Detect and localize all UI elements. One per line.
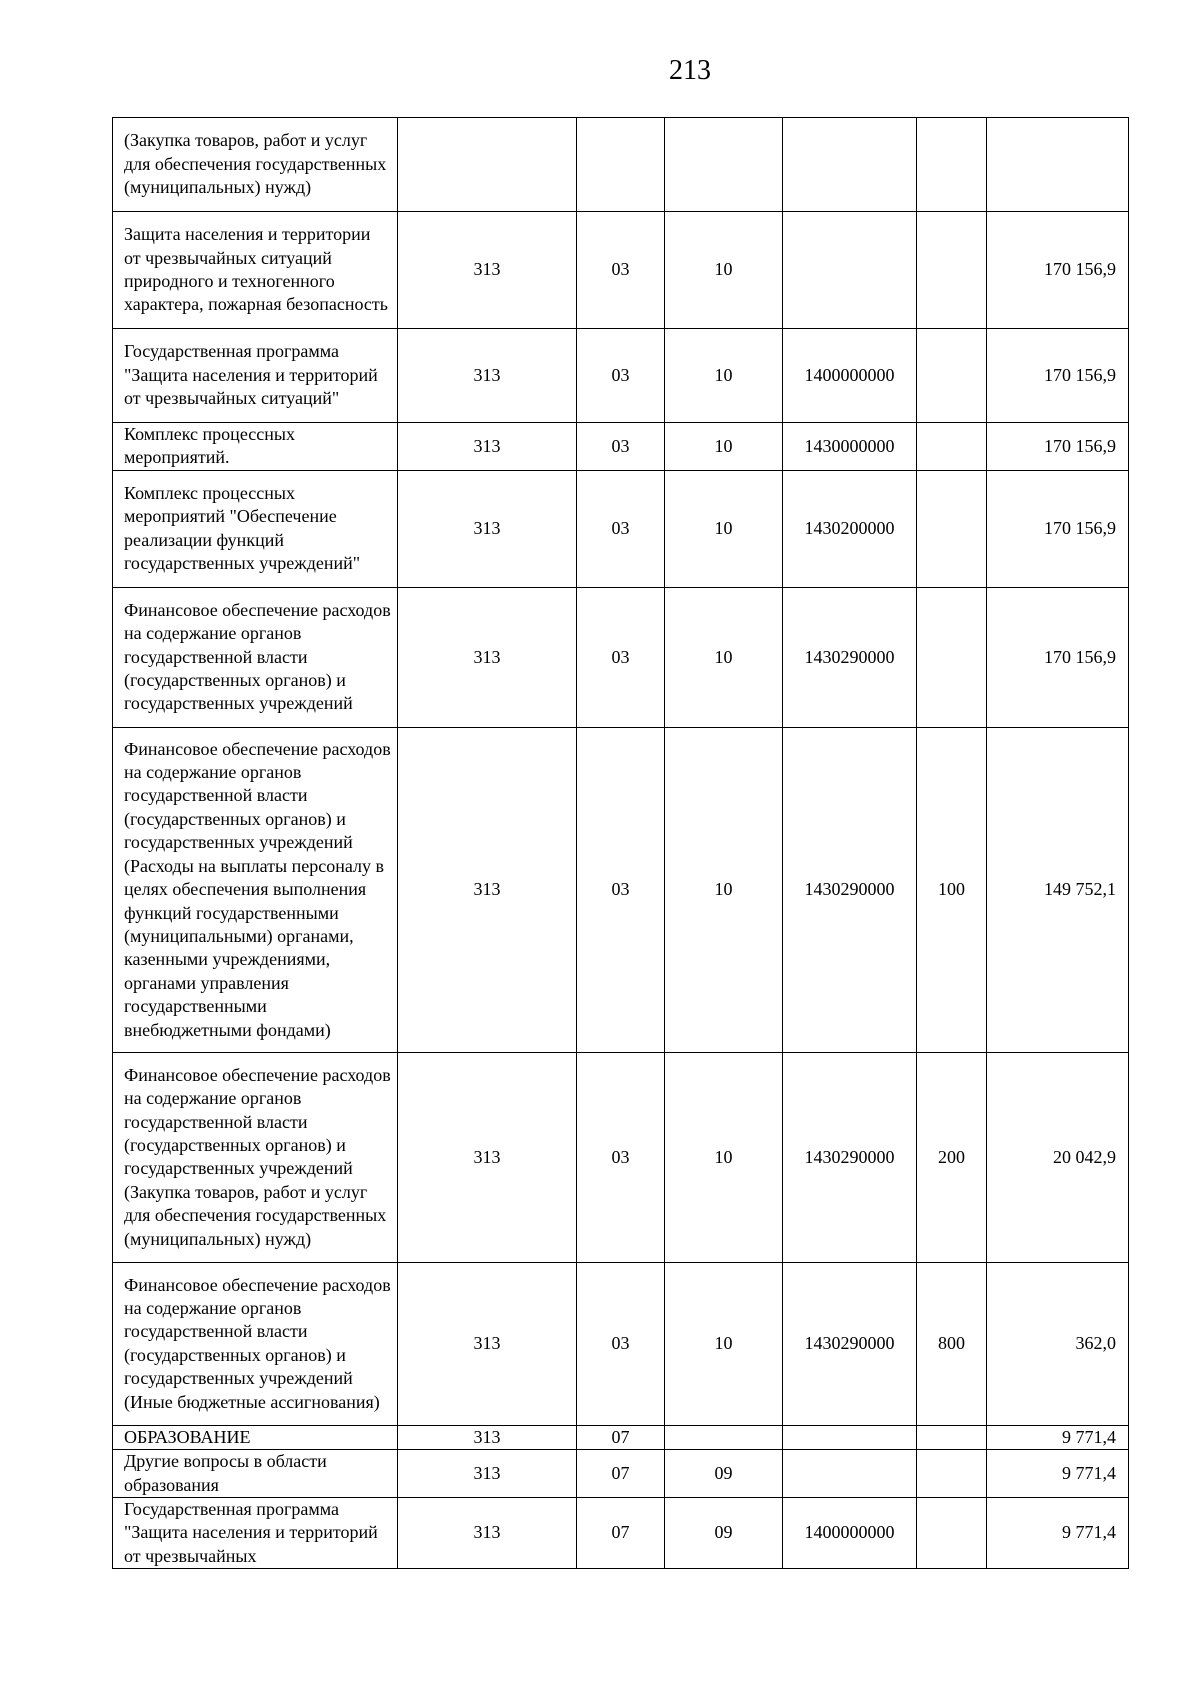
cell-subsection: 10 [665,470,783,587]
cell-description: Комплекс процессных мероприятий. [113,423,398,471]
cell-amount: 362,0 [987,1262,1129,1425]
cell-expense-type [917,329,987,423]
cell-expense-type [917,587,987,727]
cell-expense-type: 800 [917,1262,987,1425]
cell-subsection: 10 [665,423,783,471]
cell-expense-type: 100 [917,727,987,1052]
cell-subsection [665,1425,783,1449]
budget-table-body [113,118,1129,1569]
table-row [113,587,1129,727]
cell-ved: 313 [398,587,577,727]
cell-section: 03 [577,470,665,587]
cell-ved [398,118,577,212]
cell-target-article [783,1450,917,1498]
cell-amount: 170 156,9 [987,587,1129,727]
cell-target-article: 1430000000 [783,423,917,471]
cell-ved: 313 [398,1450,577,1498]
cell-description: ОБРАЗОВАНИЕ [113,1425,398,1449]
cell-section: 03 [577,587,665,727]
cell-ved: 313 [398,329,577,423]
table-row [113,118,1129,212]
cell-section: 03 [577,1262,665,1425]
page-number: 213 [669,55,711,86]
cell-amount: 9 771,4 [987,1450,1129,1498]
cell-description: Финансовое обеспечение расходов на содержание органов государственной власти (государственных органов) и государственных учреждений (Иные бюджетные ассигнования) [113,1262,398,1425]
cell-section: 03 [577,329,665,423]
cell-ved: 313 [398,727,577,1052]
table-row [113,1262,1129,1425]
table-row [113,1450,1129,1498]
cell-description: Государственная программа "Защита населения и территорий от чрезвычайных [113,1498,398,1569]
cell-expense-type [917,470,987,587]
cell-ved: 313 [398,212,577,329]
cell-subsection: 10 [665,727,783,1052]
cell-subsection: 10 [665,329,783,423]
cell-expense-type: 200 [917,1052,987,1262]
table-row [113,1498,1129,1569]
table-row [113,423,1129,471]
table-row [113,329,1129,423]
cell-target-article: 1430290000 [783,1262,917,1425]
table-row [113,470,1129,587]
cell-ved: 313 [398,1052,577,1262]
cell-description: Другие вопросы в области образования [113,1450,398,1498]
cell-amount: 170 156,9 [987,212,1129,329]
cell-target-article [783,212,917,329]
cell-target-article [783,1425,917,1449]
cell-description: Государственная программа "Защита населения и территорий от чрезвычайных ситуаций" [113,329,398,423]
cell-expense-type [917,212,987,329]
cell-ved: 313 [398,1498,577,1569]
cell-amount: 170 156,9 [987,423,1129,471]
cell-amount [987,118,1129,212]
cell-description: Финансовое обеспечение расходов на содержание органов государственной власти (государственных органов) и государственных учреждений [113,587,398,727]
cell-section: 07 [577,1425,665,1449]
cell-expense-type [917,118,987,212]
cell-expense-type [917,1498,987,1569]
cell-section: 07 [577,1498,665,1569]
cell-ved: 313 [398,423,577,471]
cell-amount: 9 771,4 [987,1498,1129,1569]
table-row [113,727,1129,1052]
cell-section [577,118,665,212]
cell-description: Защита населения и территории от чрезвычайных ситуаций природного и техногенного характера, пожарная безопасность [113,212,398,329]
budget-table [112,117,1129,1569]
cell-target-article: 1430200000 [783,470,917,587]
cell-amount: 170 156,9 [987,329,1129,423]
cell-description: Финансовое обеспечение расходов на содержание органов государственной власти (государственных органов) и государственных учреждений (Расходы на выплаты персоналу в целях обеспечения выполнения функций государственными (муниципальными) органами, казенными учреждениями, органами управления государственными внебюджетными фондами) [113,727,398,1052]
cell-target-article: 1430290000 [783,587,917,727]
cell-subsection: 10 [665,1262,783,1425]
cell-expense-type [917,1450,987,1498]
cell-section: 03 [577,1052,665,1262]
cell-description: Комплекс процессных мероприятий "Обеспечение реализации функций государственных учреждений" [113,470,398,587]
cell-amount: 170 156,9 [987,470,1129,587]
cell-section: 03 [577,727,665,1052]
cell-subsection: 10 [665,1052,783,1262]
cell-amount: 9 771,4 [987,1425,1129,1449]
cell-target-article [783,118,917,212]
cell-amount: 20 042,9 [987,1052,1129,1262]
cell-description: Финансовое обеспечение расходов на содержание органов государственной власти (государственных органов) и государственных учреждений (Закупка товаров, работ и услуг для обеспечения государственных (муниципальных) нужд) [113,1052,398,1262]
cell-ved: 313 [398,1262,577,1425]
cell-subsection: 09 [665,1450,783,1498]
cell-amount: 149 752,1 [987,727,1129,1052]
cell-section: 07 [577,1450,665,1498]
cell-expense-type [917,423,987,471]
table-row [113,1052,1129,1262]
cell-subsection [665,118,783,212]
cell-target-article: 1400000000 [783,1498,917,1569]
cell-expense-type [917,1425,987,1449]
table-row [113,1425,1129,1449]
cell-ved: 313 [398,1425,577,1449]
cell-section: 03 [577,423,665,471]
cell-target-article: 1400000000 [783,329,917,423]
cell-subsection: 10 [665,212,783,329]
table-row [113,212,1129,329]
cell-target-article: 1430290000 [783,727,917,1052]
cell-subsection: 09 [665,1498,783,1569]
cell-target-article: 1430290000 [783,1052,917,1262]
cell-description: (Закупка товаров, работ и услуг для обеспечения государственных (муниципальных) нужд) [113,118,398,212]
cell-ved: 313 [398,470,577,587]
cell-subsection: 10 [665,587,783,727]
cell-section: 03 [577,212,665,329]
